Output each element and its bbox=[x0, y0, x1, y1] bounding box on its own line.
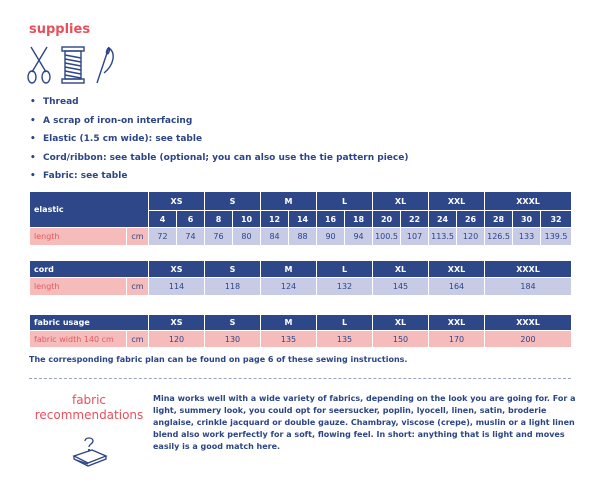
table-cell: 120 bbox=[149, 331, 205, 348]
table-cell: 170 bbox=[429, 331, 485, 348]
table-cell: 84 bbox=[261, 228, 289, 246]
size-header: XS bbox=[149, 315, 205, 331]
supplies-item: • Elastic (1.5 cm wide): see table bbox=[30, 134, 203, 144]
table-cell: 200 bbox=[485, 331, 572, 348]
recommendations-text: Mina works well with a wide variety of fabrics, depending on the look you are going for. For a light, summery look, you could opt for seersucker, poplin, lyocell, linen, satin, broderie anglaise, crinkle jacquard or double gauze. Chambray, viscose (crepe), muslin or a light linen blend also work perfectly for a soft, flowing feel. In short: anything that is light and moves easily is a good match here. bbox=[153, 394, 576, 451]
size-header: L bbox=[317, 315, 373, 331]
size-header: XXL bbox=[429, 261, 485, 278]
table-cell: 126.5 bbox=[485, 228, 513, 246]
subsize-header: 16 bbox=[317, 211, 345, 228]
supplies-item: • Cord/ribbon: see table (optional; you can also use the tie pattern piece) bbox=[30, 152, 409, 163]
fabric-usage-table bbox=[29, 314, 572, 348]
size-header: XXXL bbox=[485, 192, 572, 211]
subsize-header: 28 bbox=[485, 211, 513, 228]
subsize-header: 24 bbox=[429, 211, 457, 228]
size-header: M bbox=[261, 315, 317, 331]
supplies-icons bbox=[26, 45, 126, 85]
size-header: XL bbox=[373, 315, 429, 331]
table-cell: 133 bbox=[513, 228, 541, 246]
table-cell: 184 bbox=[485, 278, 572, 296]
thread-spool-icon bbox=[60, 45, 86, 85]
supplies-list bbox=[30, 96, 408, 189]
table-cell: 132 bbox=[317, 278, 373, 296]
subsize-header: 20 bbox=[373, 211, 401, 228]
table-cell: 76 bbox=[205, 228, 233, 246]
table-cell: 72 bbox=[149, 228, 177, 246]
unit-label: cm bbox=[127, 228, 149, 246]
table-cell: 150 bbox=[373, 331, 429, 348]
table-cell: 90 bbox=[317, 228, 345, 246]
fabric-question-icon bbox=[72, 436, 108, 468]
cord-table bbox=[29, 260, 572, 296]
table-cell: 130 bbox=[205, 331, 261, 348]
table-cell: 107 bbox=[401, 228, 429, 246]
table-cell: 80 bbox=[233, 228, 261, 246]
row-label: length bbox=[30, 228, 127, 246]
size-header: XS bbox=[149, 261, 205, 278]
subsize-header: 14 bbox=[289, 211, 317, 228]
subsize-header: 10 bbox=[233, 211, 261, 228]
subsize-header: 30 bbox=[513, 211, 541, 228]
table-cell: 94 bbox=[345, 228, 373, 246]
scissors-icon bbox=[26, 45, 52, 85]
row-label: length bbox=[30, 278, 127, 296]
size-header: XXL bbox=[429, 192, 485, 211]
size-header: XL bbox=[373, 261, 429, 278]
size-header: XXL bbox=[429, 315, 485, 331]
table-cell: 135 bbox=[261, 331, 317, 348]
size-header: M bbox=[261, 261, 317, 278]
needle-icon bbox=[92, 45, 116, 85]
size-header: L bbox=[317, 192, 373, 211]
size-header: XS bbox=[149, 192, 205, 211]
size-header: L bbox=[317, 261, 373, 278]
supplies-title: supplies bbox=[29, 22, 91, 37]
table-cell: 164 bbox=[429, 278, 485, 296]
table-cell: 120 bbox=[457, 228, 485, 246]
table-cell: 124 bbox=[261, 278, 317, 296]
subsize-header: 22 bbox=[401, 211, 429, 228]
size-header: S bbox=[205, 315, 261, 331]
subsize-header: 6 bbox=[177, 211, 205, 228]
supplies-item: • A scrap of iron-on interfacing bbox=[30, 115, 193, 126]
subsize-header: 12 bbox=[261, 211, 289, 228]
table-cell: 88 bbox=[289, 228, 317, 246]
table-cell: 139.5 bbox=[541, 228, 572, 246]
subsize-header: 26 bbox=[457, 211, 485, 228]
section-divider bbox=[29, 378, 571, 379]
table-cell: 113.5 bbox=[429, 228, 457, 246]
subsize-header: 18 bbox=[345, 211, 373, 228]
table-cell: 100.5 bbox=[373, 228, 401, 246]
size-header: XL bbox=[373, 192, 429, 211]
fabric-plan-note: The corresponding fabric plan can be found on page 6 of these sewing instructions. bbox=[29, 355, 408, 364]
size-header: S bbox=[205, 192, 261, 211]
elastic-table bbox=[29, 191, 572, 246]
table-title: elastic bbox=[30, 192, 149, 228]
table-title: fabric usage bbox=[30, 315, 149, 331]
subsize-header: 32 bbox=[541, 211, 572, 228]
size-header: XXXL bbox=[485, 315, 572, 331]
size-header: XXXL bbox=[485, 261, 572, 278]
row-label: fabric width 140 cm bbox=[30, 331, 127, 348]
size-header: S bbox=[205, 261, 261, 278]
table-cell: 114 bbox=[149, 278, 205, 296]
table-title: cord bbox=[30, 261, 149, 278]
table-cell: 118 bbox=[205, 278, 261, 296]
unit-label: cm bbox=[127, 278, 149, 296]
table-cell: 135 bbox=[317, 331, 373, 348]
recommendations-title: fabric recommendations bbox=[34, 393, 144, 422]
subsize-header: 8 bbox=[205, 211, 233, 228]
supplies-item: • Thread bbox=[30, 97, 79, 107]
table-cell: 74 bbox=[177, 228, 205, 246]
subsize-header: 4 bbox=[149, 211, 177, 228]
table-cell: 145 bbox=[373, 278, 429, 296]
supplies-item: • Fabric: see table bbox=[30, 171, 128, 181]
size-header: M bbox=[261, 192, 317, 211]
unit-label: cm bbox=[127, 331, 149, 348]
